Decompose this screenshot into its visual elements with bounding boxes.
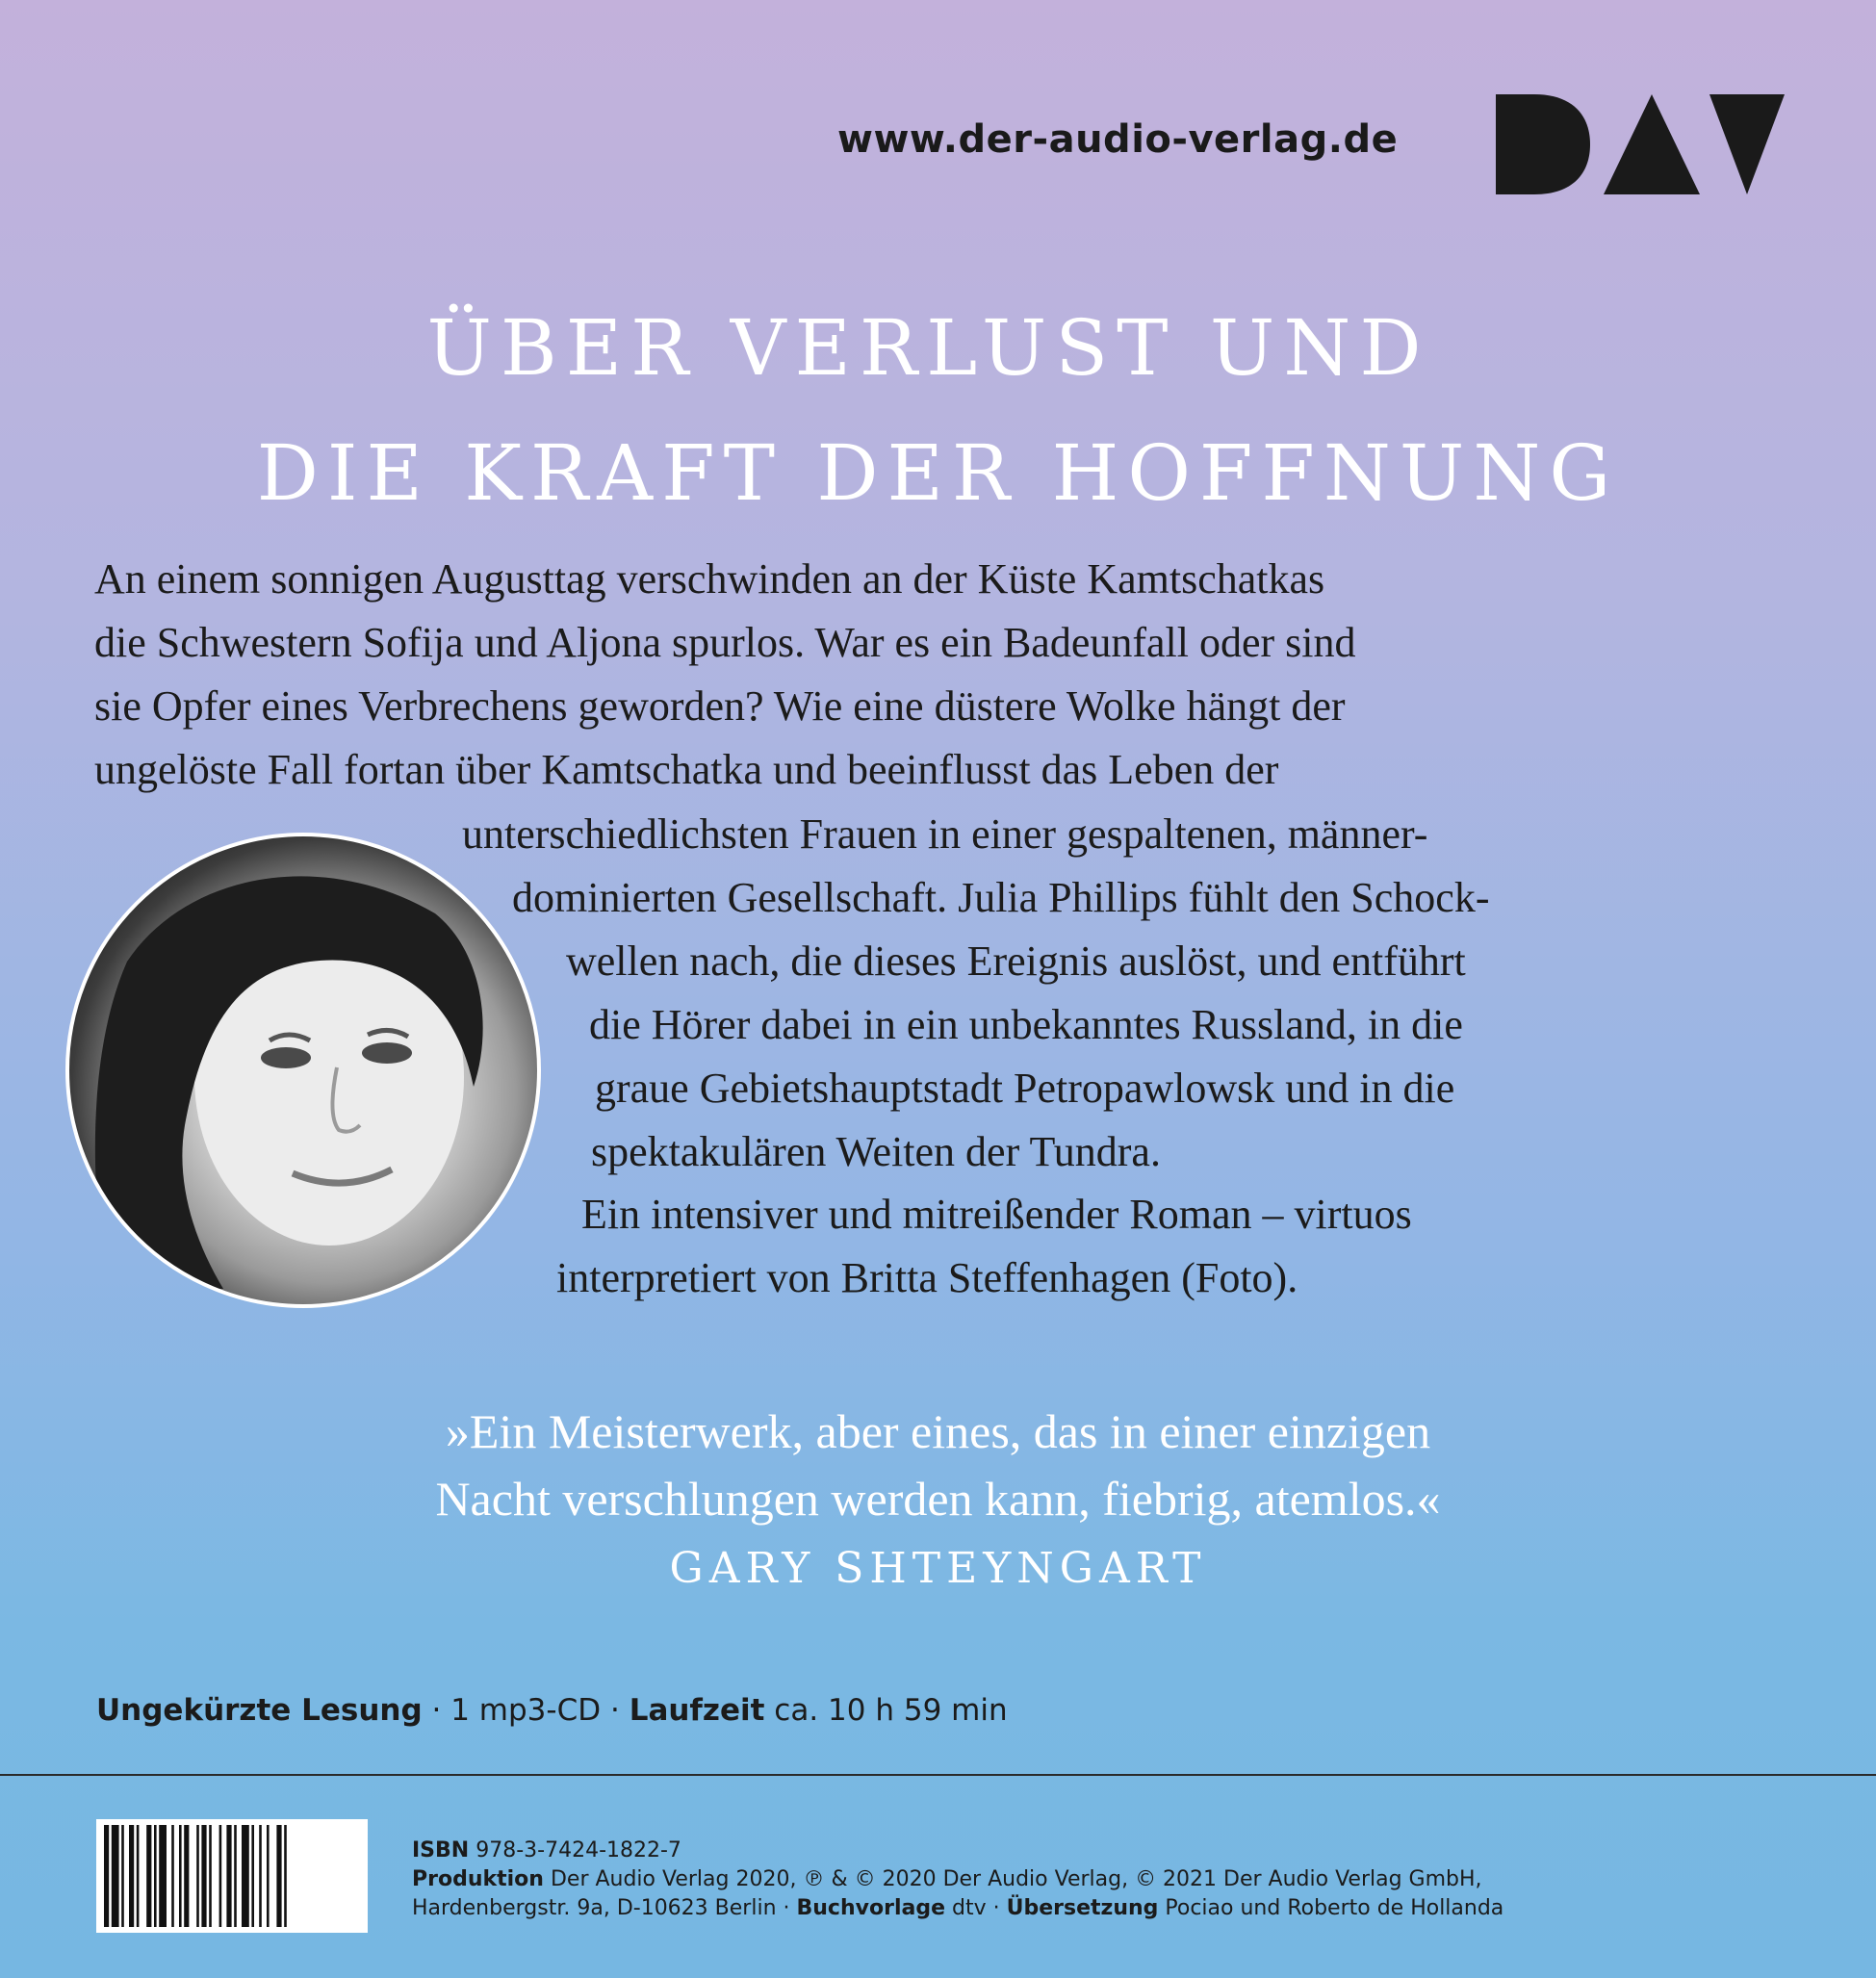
barcode-bar xyxy=(219,1825,222,1927)
barcode-bar xyxy=(196,1825,199,1927)
website-url[interactable]: www.der-audio-verlag.de xyxy=(837,117,1399,162)
portrait-face-icon xyxy=(69,836,537,1304)
facts-label-laufzeit: Laufzeit xyxy=(629,1693,765,1728)
produktion-value: Der Audio Verlag 2020, ℗ & © 2020 Der Audio Verlag, © 2021 Der Audio Verlag GmbH, xyxy=(543,1867,1482,1891)
blurb-line: spektakulären Weiten der Tundra. xyxy=(591,1128,1161,1175)
quote-line-2: Nacht verschlungen werden kann, fiebrig, atemlos.« xyxy=(435,1472,1441,1526)
headline-line-1: ÜBER VERLUST UND xyxy=(426,303,1430,393)
barcode-bar xyxy=(284,1825,287,1927)
barcode-bar xyxy=(129,1825,134,1927)
barcode-bar xyxy=(226,1825,231,1927)
produktion-label: Produktion xyxy=(412,1867,544,1891)
quote-author: GARY SHTEYNGART xyxy=(669,1544,1207,1593)
barcode-bar xyxy=(171,1825,174,1927)
barcode-bar xyxy=(209,1825,212,1927)
imprint-isbn xyxy=(412,1840,681,1862)
barcode-bar xyxy=(146,1825,151,1927)
barcode-bar xyxy=(259,1825,262,1927)
facts-runtime: ca. 10 h 59 min xyxy=(764,1693,1008,1728)
blurb-line: ungelöste Fall fortan über Kamtschatka und beeinflusst das Leben der xyxy=(94,746,1279,793)
barcode-bar xyxy=(242,1825,249,1927)
buchvorlage-label: Buchvorlage xyxy=(796,1896,945,1920)
isbn-value: 978-3-7424-1822-7 xyxy=(469,1838,681,1862)
footer-divider xyxy=(0,1774,1876,1776)
barcode-bar xyxy=(112,1825,119,1927)
blurb-line: wellen nach, die dieses Ereignis auslöst, und entführt xyxy=(566,938,1466,985)
barcode-bar xyxy=(121,1825,124,1927)
blurb-line: graue Gebietshauptstadt Petropawlowsk und in die xyxy=(595,1065,1455,1112)
blurb-line: Ein intensiver und mitreißender Roman – virtuos xyxy=(581,1191,1412,1238)
blurb-line: dominierten Gesellschaft. Julia Phillips fühlt den Schock- xyxy=(512,874,1490,921)
imprint-produktion xyxy=(412,1869,1482,1890)
barcode-bar xyxy=(159,1825,167,1927)
narrator-portrait xyxy=(65,833,541,1308)
buchvorlage-value: dtv · xyxy=(945,1896,1007,1920)
barcode-bar xyxy=(251,1825,254,1927)
barcode xyxy=(96,1819,368,1933)
barcode-bar xyxy=(234,1825,237,1927)
facts-label-lesung: Ungekürzte Lesung xyxy=(96,1693,423,1728)
imprint-credits xyxy=(412,1898,1503,1919)
blurb-line: die Schwestern Sofija und Aljona spurlos. War es ein Badeunfall oder sind xyxy=(94,619,1356,666)
barcode-bar xyxy=(276,1825,281,1927)
barcode-bar xyxy=(184,1825,189,1927)
uebersetzung-value: Pociao und Roberto de Hollanda xyxy=(1158,1896,1504,1920)
barcode-bar xyxy=(201,1825,206,1927)
barcode-bar xyxy=(267,1825,270,1927)
blurb-line: die Hörer dabei in ein unbekanntes Russland, in die xyxy=(589,1001,1463,1048)
blurb-line: interpretiert von Britta Steffenhagen (Foto). xyxy=(556,1254,1298,1301)
isbn-label: ISBN xyxy=(412,1838,470,1862)
facts-format: · 1 mp3-CD · xyxy=(422,1693,630,1728)
publisher-address: Hardenbergstr. 9a, D-10623 Berlin · xyxy=(412,1896,797,1920)
barcode-bar xyxy=(154,1825,157,1927)
blurb-line: unterschiedlichsten Frauen in einer gespaltenen, männer- xyxy=(462,810,1428,858)
barcode-bar xyxy=(137,1825,140,1927)
uebersetzung-label: Übersetzung xyxy=(1006,1896,1159,1920)
barcode-bar xyxy=(104,1825,109,1927)
product-facts xyxy=(96,1693,1008,1728)
quote-line-1: »Ein Meisterwerk, aber eines, das in einer einzigen xyxy=(445,1404,1431,1458)
barcode-bar xyxy=(179,1825,182,1927)
headline-line-2: DIE KRAFT DER HOFFNUNG xyxy=(256,428,1620,518)
dav-logo xyxy=(1490,94,1785,194)
blurb-line: An einem sonnigen Augusttag verschwinden an der Küste Kamtschatkas xyxy=(94,555,1325,603)
blurb-line: sie Opfer eines Verbrechens geworden? Wie eine düstere Wolke hängt der xyxy=(94,682,1346,730)
